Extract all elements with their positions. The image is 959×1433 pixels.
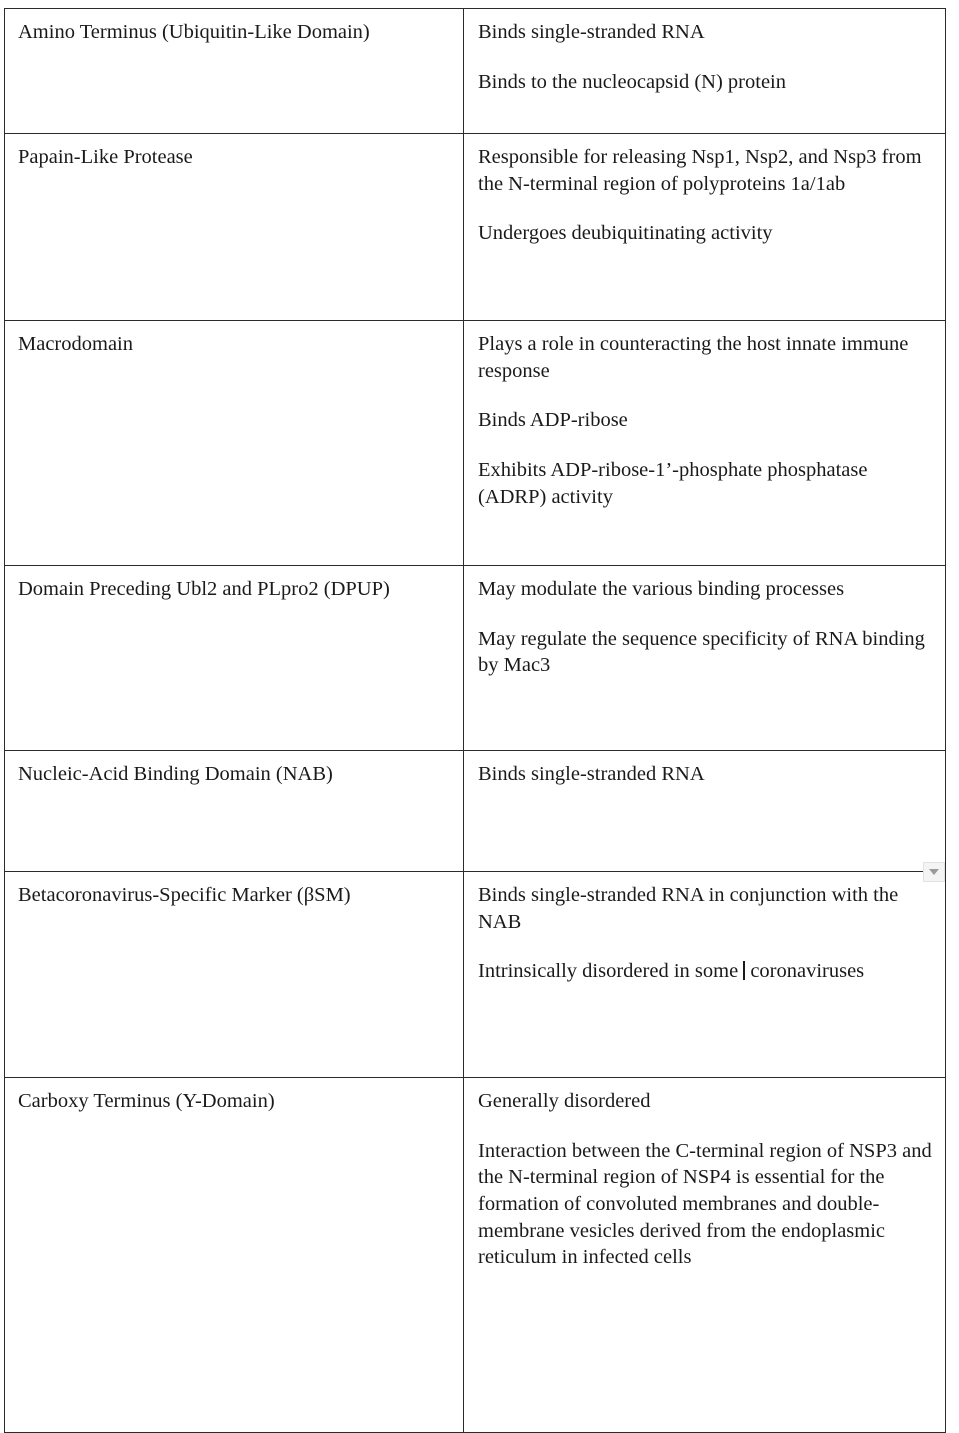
function-paragraph: Binds single-stranded RNA bbox=[478, 21, 705, 43]
table-row bbox=[5, 1078, 946, 1433]
domain-name-text: Carboxy Terminus (Y-Domain) bbox=[18, 1090, 275, 1112]
domain-name-text: Domain Preceding Ubl2 and PLpro2 (DPUP) bbox=[18, 578, 390, 600]
domain-name-text: Amino Terminus (Ubiquitin-Like Domain) bbox=[18, 21, 370, 43]
domain-name-cell[interactable] bbox=[5, 751, 464, 872]
table-row bbox=[5, 9, 946, 134]
chevron-down-icon[interactable] bbox=[923, 862, 945, 882]
domain-name-text: Betacoronavirus-Specific Marker (βSM) bbox=[18, 884, 351, 906]
nsp3-domain-function-table bbox=[4, 8, 946, 1433]
domain-name-cell[interactable] bbox=[5, 1078, 464, 1433]
domain-name-text: Papain-Like Protease bbox=[18, 146, 193, 168]
function-text-continued: coronaviruses bbox=[745, 960, 865, 983]
domain-function-cell[interactable] bbox=[464, 134, 946, 321]
function-paragraph: Responsible for releasing Nsp1, Nsp2, and Nsp3 from the N-terminal region of polyproteins 1a/1ab bbox=[478, 146, 922, 195]
domain-function-cell[interactable] bbox=[464, 321, 946, 566]
domain-name-cell[interactable] bbox=[5, 566, 464, 751]
domain-function-cell[interactable] bbox=[464, 1078, 946, 1433]
table-row bbox=[5, 872, 946, 1078]
function-paragraph: May regulate the sequence specificity of RNA binding by Mac3 bbox=[478, 627, 925, 677]
domain-function-cell[interactable] bbox=[464, 872, 946, 1078]
function-paragraph-with-caret bbox=[478, 958, 933, 985]
function-paragraph: Binds single-stranded RNA in conjunction with the NAB bbox=[478, 884, 899, 933]
function-paragraph: Plays a role in counteracting the host innate immune response bbox=[478, 333, 909, 382]
function-paragraph: Binds single-stranded RNA bbox=[478, 763, 705, 785]
function-paragraph: Undergoes deubiquitinating activity bbox=[478, 222, 773, 245]
domain-name-cell[interactable] bbox=[5, 134, 464, 321]
function-paragraph: Generally disordered bbox=[478, 1090, 651, 1112]
function-paragraph: Binds ADP-ribose bbox=[478, 409, 628, 432]
domain-name-text: Nucleic-Acid Binding Domain (NAB) bbox=[18, 763, 333, 785]
domain-name-cell[interactable] bbox=[5, 9, 464, 134]
function-text: Intrinsically disordered in some bbox=[478, 960, 739, 983]
domain-name-cell[interactable] bbox=[5, 321, 464, 566]
table-row bbox=[5, 134, 946, 321]
table-row bbox=[5, 751, 946, 872]
table-body bbox=[5, 9, 946, 1433]
function-paragraph: Interaction between the C-terminal region of NSP3 and the N-terminal region of NSP4 is essential for the formation of convoluted membranes and double-membrane vesicles derived from the endoplasmic reticulum in infected cells bbox=[478, 1139, 932, 1269]
domain-function-cell[interactable] bbox=[464, 566, 946, 751]
domain-function-cell[interactable] bbox=[464, 9, 946, 134]
domain-function-cell[interactable] bbox=[464, 751, 946, 872]
function-paragraph: May modulate the various binding processes bbox=[478, 578, 845, 600]
function-paragraph: Binds to the nucleocapsid (N) protein bbox=[478, 70, 787, 93]
chevron-down-glyph bbox=[929, 869, 939, 875]
table-row bbox=[5, 566, 946, 751]
function-paragraph: Exhibits ADP-ribose-1’-phosphate phosphatase (ADRP) activity bbox=[478, 458, 868, 508]
table-row bbox=[5, 321, 946, 566]
domain-name-cell[interactable] bbox=[5, 872, 464, 1078]
domain-name-text: Macrodomain bbox=[18, 333, 133, 355]
